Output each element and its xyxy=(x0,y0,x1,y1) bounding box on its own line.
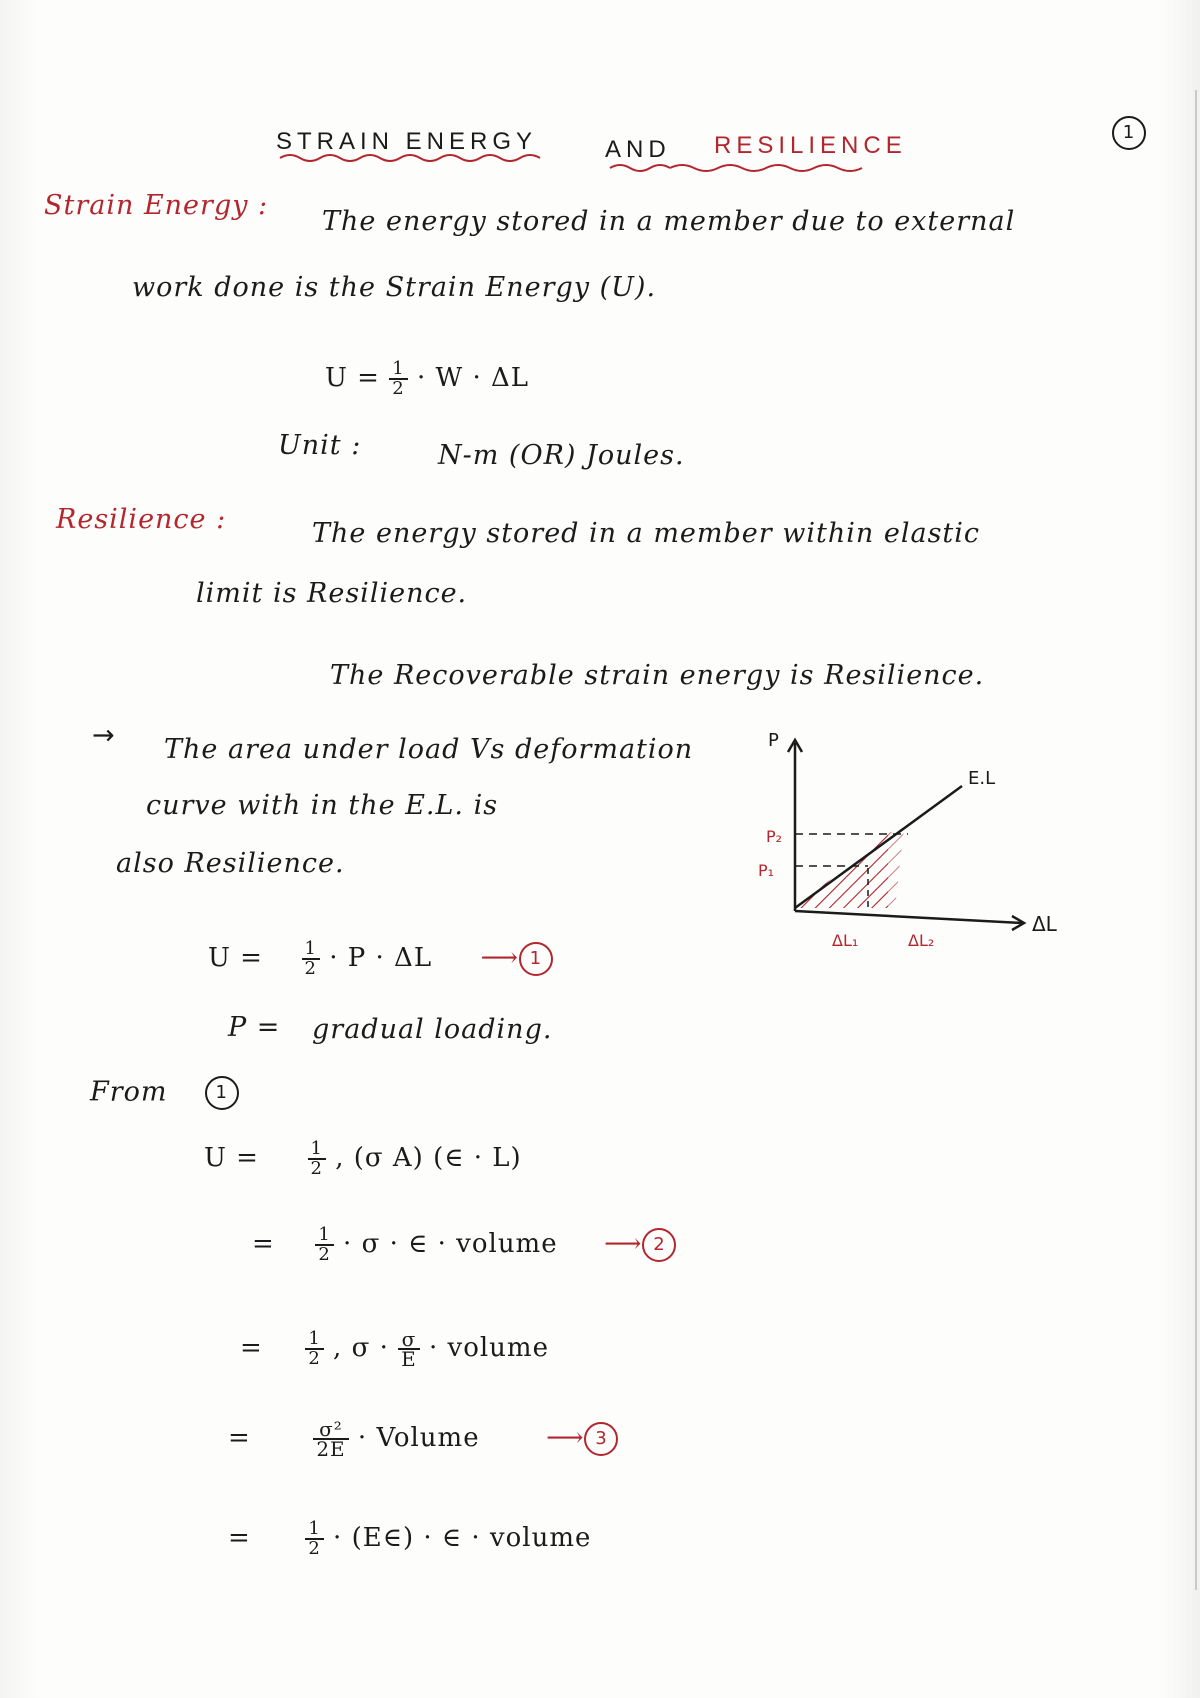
page-title-and: AND xyxy=(605,136,671,163)
x-axis xyxy=(795,911,1022,923)
derivation-line-a: U = $\frac{1}{2}$ , (σ A) (∈ · L) xyxy=(204,1138,522,1179)
unit-value: N-m (OR) Joules. xyxy=(438,440,685,471)
derivation-line-e: = $\frac{1}{2}$ · (E∈) · ∈ · volume xyxy=(228,1518,592,1559)
strain-energy-formula: U = $\frac{1}{2}$ · W · ΔL xyxy=(325,358,530,399)
resilience-term: Resilience : xyxy=(56,504,227,535)
elastic-limit-label: E.L xyxy=(968,768,996,789)
resilience-def-line1: The energy stored in a member within elastic xyxy=(312,518,981,549)
derivation-line-d: = $\frac{\text{σ²}}{2E}$ · Volume ⟶ 3 xyxy=(228,1420,618,1458)
derivation-line-c: = $\frac{1}{2}$ , σ · $\frac{\sigma}{E}$ · volume xyxy=(240,1327,549,1371)
bullet-arrow: → xyxy=(92,720,116,751)
strain-energy-term: Strain Energy : xyxy=(44,190,269,221)
strain-energy-def-line1: The energy stored in a member due to external xyxy=(322,206,1016,237)
area-under-curve-line1: The area under load Vs deformation xyxy=(164,734,694,765)
unit-label: Unit : xyxy=(278,430,362,461)
load-deformation-graph xyxy=(740,728,1100,958)
page-number: 1 xyxy=(1112,116,1146,150)
dl2-label: ΔL₂ xyxy=(908,931,935,950)
resilience-def-line2: limit is Resilience. xyxy=(196,578,468,609)
y-axis-label: P xyxy=(768,730,779,751)
x-axis-label: ΔL xyxy=(1032,912,1057,936)
recoverable-statement: The Recoverable strain energy is Resilience. xyxy=(330,660,985,691)
p1-label: P₁ xyxy=(758,861,775,880)
area-under-curve-line3: also Resilience. xyxy=(116,848,345,879)
derivation-line-b: = $\frac{1}{2}$ · σ · ∈ · volume ⟶ 2 xyxy=(252,1226,676,1264)
equation-1: U = $\frac{1}{2}$ · P · ΔL ⟶ 1 xyxy=(208,940,553,978)
title-underline-squiggle xyxy=(270,150,910,180)
page-edge-line xyxy=(1195,90,1197,1590)
strain-energy-def-line2: work done is the Strain Energy (U). xyxy=(132,272,657,303)
p-definition-rhs: gradual loading. xyxy=(312,1014,553,1045)
from-reference: From 1 xyxy=(90,1076,239,1110)
page-title-strain-energy: STRAIN ENERGY xyxy=(276,128,538,155)
p2-label: P₂ xyxy=(766,827,783,846)
dl1-label: ΔL₁ xyxy=(832,931,859,950)
area-under-curve-line2: curve with in the E.L. is xyxy=(146,790,499,821)
p-definition-lhs: P = xyxy=(228,1012,281,1043)
page-title-resilience: RESILIENCE xyxy=(714,132,907,159)
